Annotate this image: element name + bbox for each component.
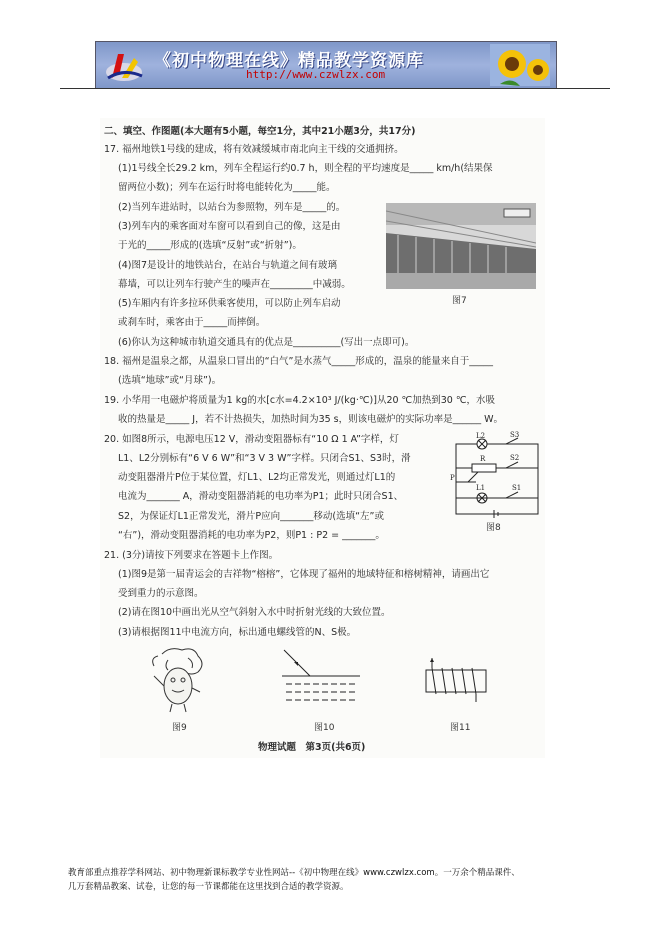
figure-9-label: 图9 [172,723,187,733]
figure-11-solenoid [416,656,496,706]
label-S3: S3 [510,431,520,439]
label-P: P [450,474,455,482]
q17-part1a: (1)1号线全长29.2 km，列车全程运行约0.7 h，则全程的平均速度是_____ km/h(结果保 [118,163,493,174]
q20-line1: 20. 如图8所示，电源电压12 V，滑动变阻器标有“10 Ω 1 A”字样，灯 [104,434,399,445]
q20-line2: L1、L2分别标有“6 V 6 W”和“3 V 3 W”字样。只闭合S1、S3时，滑 [118,453,411,464]
q19-line2: 收的热量是_____ J，若不计热损失，加热时间为35 s，则该电磁炉的实际功率是______ W。 [118,414,504,425]
banner-title: 《初中物理在线》精品教学资源库 [154,51,424,71]
section-header: 二、填空、作图题(本大题有5小题，每空1分，其中21小题3分，共17分) [104,126,416,137]
q17-part5a: (5)车厢内有许多拉环供乘客使用，可以防止列车启动 [118,298,341,309]
site-logo-icon [104,48,144,84]
header-divider [60,88,610,89]
header-banner [95,41,557,89]
q21-intro: 21. (3分)请按下列要求在答题卡上作图。 [104,550,279,561]
page-number-footer: 物理试题 第3页(共6页) [258,742,366,753]
q21-part2: (2)请在图10中画出光从空气斜射入水中时折射光线的大致位置。 [118,607,391,618]
figure-7-subway-photo [386,203,536,289]
footer-line1: 教育部重点推荐学科网站、初中物理新课标教学专业性网站--《初中物理在线》www.czwlzx.com。一万余个精品课件、 [68,868,520,878]
sunflower-icon [490,44,550,86]
footer-line2: 几万套精品教案、试卷，让您的每一节课都能在这里找到合适的教学资源。 [68,882,349,892]
label-S1: S1 [512,484,522,492]
figure-9-mascot [148,646,208,714]
label-S2: S2 [510,454,520,462]
q17-part3b: 于光的_____形成的(选填“反射”或“折射”)。 [118,240,302,251]
q19-line1: 19. 小华用一电磁炉将质量为1 kg的水[c水=4.2×10³ J/(kg·℃)]从20 ℃加热到30 ℃，水吸 [104,395,495,406]
q21-part1a: (1)图9是第一届青运会的吉祥物“榕榕”，它体现了福州的地域特征和榕树精神，请画出它 [118,569,490,580]
q20-line3: 动变阻器滑片P位于某位置，灯L1、L2均正常发光，则通过灯L1的 [118,472,396,483]
q18-line1: 18. 福州是温泉之都，从温泉口冒出的“白气”是水蒸气_____形成的，温泉的能量来自于_____ [104,356,493,367]
figure-7-label: 图7 [452,296,467,306]
label-L2: L2 [476,432,486,440]
q17-part1b: 留两位小数)；列车在运行时将电能转化为_____能。 [118,182,336,193]
q17-part5b: 或刹车时，乘客由于_____而摔倒。 [118,317,266,328]
q17-part4a: (4)图7是设计的地铁站台，在站台与轨道之间有玻璃 [118,260,338,271]
q20-line4: 电流为_______ A，滑动变阻器消耗的电功率为P1；此时只闭合S1、 [118,491,404,502]
q17-intro: 17. 福州地铁1号线的建成，将有效减缓城市南北向主干线的交通拥挤。 [104,144,404,155]
label-R: R [480,455,486,463]
banner-url[interactable]: http://www.czwlzx.com [246,68,386,81]
figure-8-label: 图8 [486,523,501,533]
figure-8-circuit-diagram [448,430,544,520]
label-L1: L1 [476,484,486,492]
q21-part1b: 受到重力的示意图。 [118,588,204,599]
figure-10-refraction [280,648,362,710]
q17-part2: (2)当列车进站时，以站台为参照物，列车是_____的。 [118,202,346,213]
q21-part3: (3)请根据图11中电流方向，标出通电螺线管的N、S极。 [118,627,357,638]
q17-part3a: (3)列车内的乘客面对车窗可以看到自己的像，这是由 [118,221,341,232]
q18-line2: (选填“地球”或“月球”)。 [118,375,222,386]
q20-line5: S2，为保证灯L1正常发光，滑片P应向_______移动(选填“左”或 [118,511,384,522]
q17-part6: (6)你认为这种城市轨道交通具有的优点是__________(写出一点即可)。 [118,337,415,348]
q20-line6: “右”)，滑动变阻器消耗的电功率为P2，则P1 : P2 = _______。 [118,530,385,541]
q17-part4b: 幕墙，可以让列车行驶产生的噪声在_________中减弱。 [118,279,351,290]
figure-11-label: 图11 [450,723,471,733]
figure-10-label: 图10 [314,723,335,733]
